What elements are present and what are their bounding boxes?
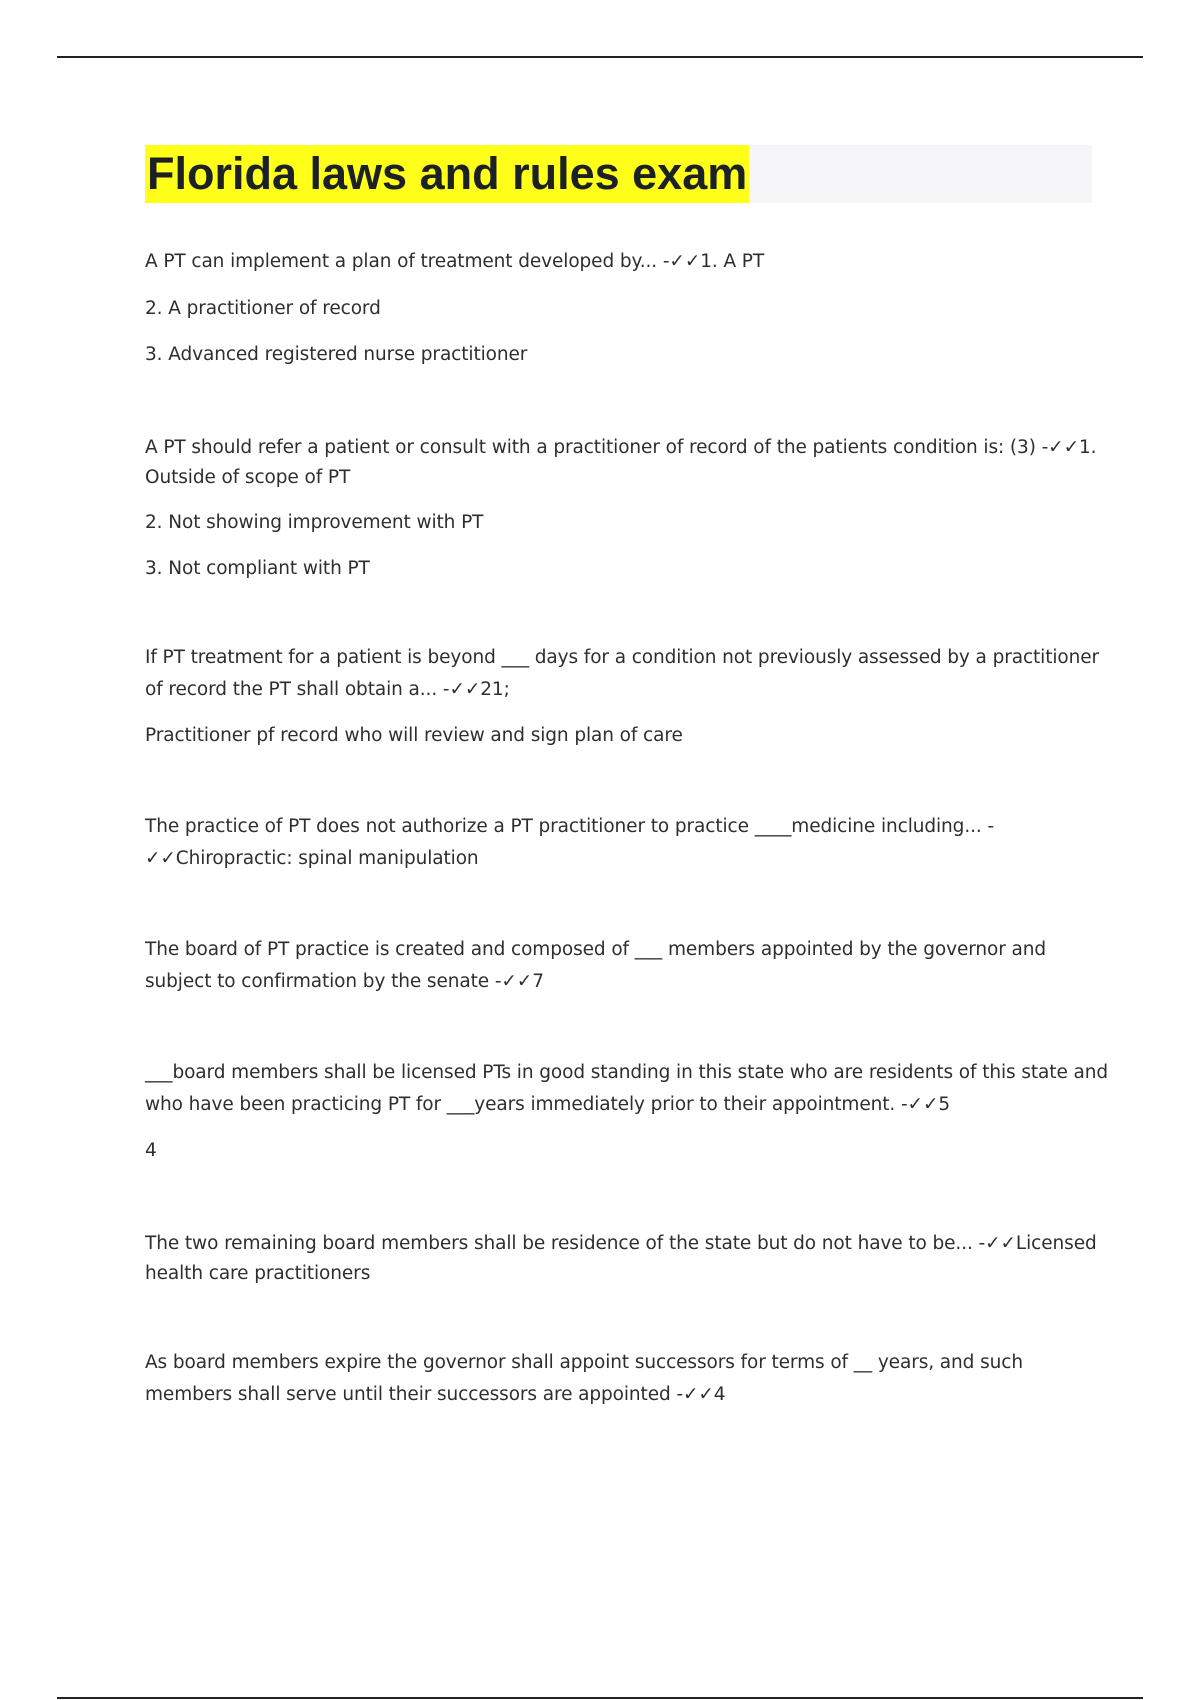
top-rule (57, 56, 1143, 58)
text-line: Practitioner pf record who will review and sign plan of care (145, 725, 683, 746)
text-line: If PT treatment for a patient is beyond ___ days for a condition not previously assessed by a practitioner (145, 647, 1100, 668)
text-line: As board members expire the governor shall appoint successors for terms of __ years, and such (145, 1352, 1023, 1373)
text-line: Outside of scope of PT (145, 467, 351, 488)
text-line: 2. Not showing improvement with PT (145, 512, 484, 533)
text-line: who have been practicing PT for ___years immediately prior to their appointment. -✓✓5 (145, 1094, 951, 1115)
text-line: subject to confirmation by the senate -✓✓7 (145, 971, 544, 992)
text-line: 3. Advanced registered nurse practitioner (145, 344, 528, 365)
text-line: ___board members shall be licensed PTs in good standing in this state who are residents of this state and (145, 1062, 1109, 1083)
text-line: The board of PT practice is created and composed of ___ members appointed by the governor and (145, 939, 1047, 960)
text-line: 2. A practitioner of record (145, 298, 381, 319)
text-line: of record the PT shall obtain a... -✓✓21; (145, 679, 510, 700)
text-line: members shall serve until their successors are appointed -✓✓4 (145, 1384, 726, 1405)
text-line: A PT should refer a patient or consult with a practitioner of record of the patients condition is: (3) -✓✓1. (145, 437, 1097, 458)
text-line: The two remaining board members shall be residence of the state but do not have to be... -✓✓Licensed (145, 1233, 1097, 1254)
text-line: health care practitioners (145, 1263, 371, 1284)
text-line: 4 (145, 1140, 157, 1161)
bottom-rule (57, 1697, 1143, 1699)
text-line: ✓✓Chiropractic: spinal manipulation (145, 848, 479, 869)
text-line: 3. Not compliant with PT (145, 558, 370, 579)
text-line: A PT can implement a plan of treatment developed by... -✓✓1. A PT (145, 251, 765, 272)
document-title: Florida laws and rules exam (145, 145, 749, 203)
text-line: The practice of PT does not authorize a PT practitioner to practice ____medicine including... - (145, 816, 995, 837)
